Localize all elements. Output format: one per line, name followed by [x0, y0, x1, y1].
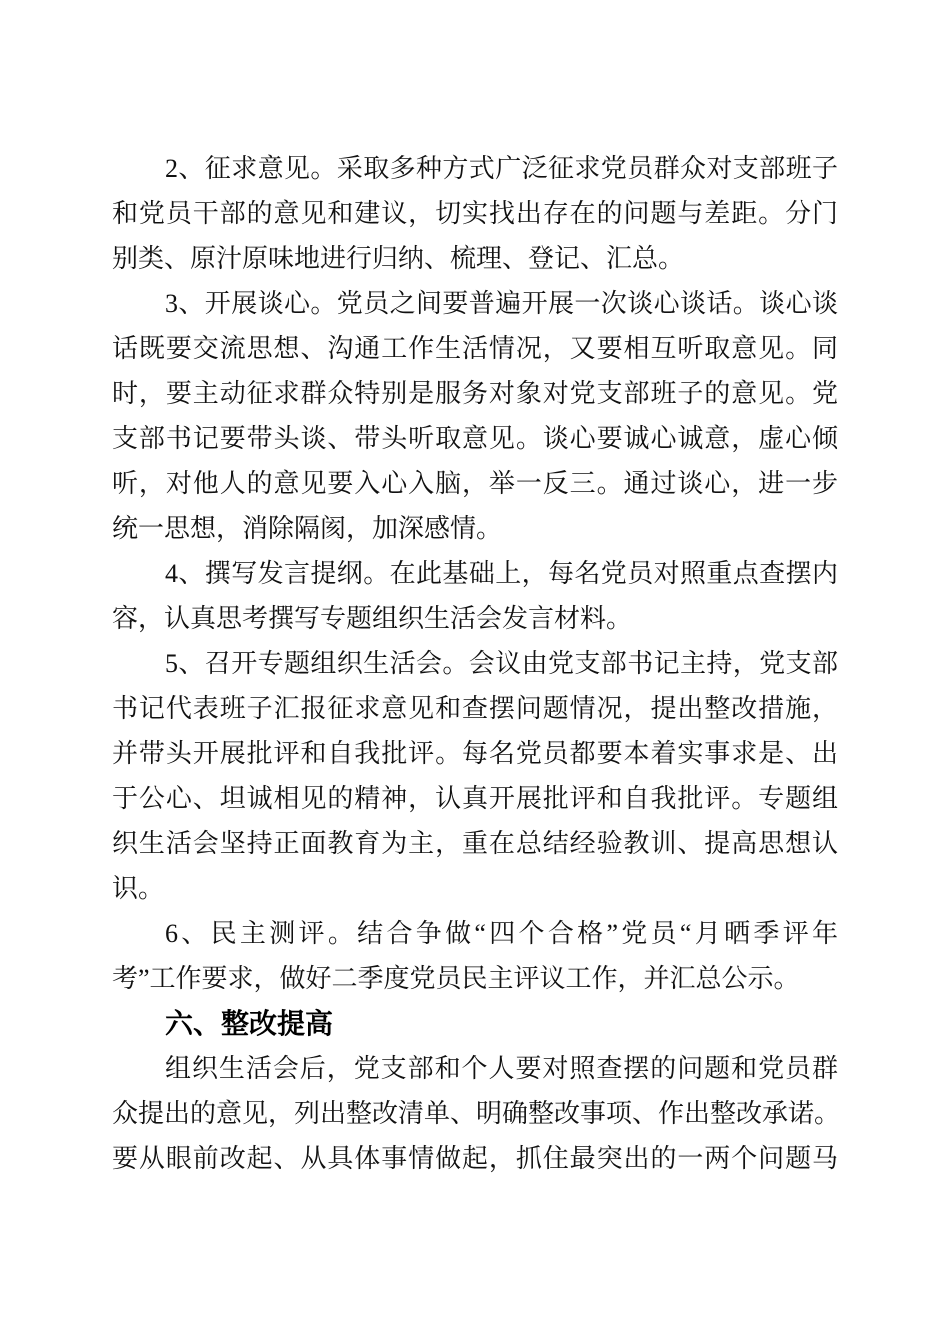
text-line: 和党员干部的意见和建议，切实找出存在的问题与差距。分门 — [112, 199, 838, 228]
text-line: 要从眼前改起、从具体事情做起，抓住最突出的一两个问题马 — [112, 1144, 838, 1173]
text-line: 2、征求意见。采取多种方式广泛征求党员群众对支部班子 — [165, 154, 838, 183]
text-line: 众提出的意见，列出整改清单、明确整改事项、作出整改承诺。 — [112, 1099, 841, 1128]
document-text-block — [112, 146, 841, 1181]
text-line: 话既要交流思想、沟通工作生活情况，又要相互听取意见。同 — [112, 334, 838, 363]
section-heading: 六、整改提高 — [165, 1008, 334, 1039]
text-line: 识。 — [112, 874, 165, 903]
paragraph-heart-to-heart-talks — [112, 281, 838, 551]
text-line: 别类、原汁原味地进行归纳、梳理、登记、汇总。 — [112, 244, 685, 273]
text-line: 统一思想，消除隔阂，加深感情。 — [112, 514, 503, 543]
text-line: 听，对他人的意见要入心入脑，举一反三。通过谈心，进一步 — [112, 469, 838, 498]
text-line: 6、民主测评。结合争做“四个合格”党员“月晒季评年 — [165, 919, 838, 948]
paragraph-write-speech-outline — [112, 551, 838, 641]
text-line: 容，认真思考撰写专题组织生活会发言材料。 — [112, 604, 633, 633]
paragraph-after-meeting-rectification — [112, 1046, 841, 1181]
text-line: 5、召开专题组织生活会。会议由党支部书记主持，党支部 — [165, 649, 838, 678]
text-line: 并带头开展批评和自我批评。每名党员都要本着实事求是、出 — [112, 739, 838, 768]
text-line: 3、开展谈心。党员之间要普遍开展一次谈心谈话。谈心谈 — [165, 289, 838, 318]
paragraph-hold-org-life-meeting — [112, 641, 838, 911]
text-line: 于公心、坦诚相见的精神，认真开展批评和自我批评。专题组 — [112, 784, 838, 813]
paragraph-democratic-evaluation — [112, 911, 838, 1001]
text-line: 支部书记要带头谈、带头听取意见。谈心要诚心诚意，虚心倾 — [112, 424, 838, 453]
text-line: 组织生活会后，党支部和个人要对照查摆的问题和党员群 — [165, 1054, 838, 1083]
text-line: 考”工作要求，做好二季度党员民主评议工作，并汇总公示。 — [112, 964, 800, 993]
section-rectify-and-improve — [112, 1001, 838, 1046]
text-line: 织生活会坚持正面教育为主，重在总结经验教训、提高思想认 — [112, 829, 838, 858]
text-line: 时，要主动征求群众特别是服务对象对党支部班子的意见。党 — [112, 379, 838, 408]
text-line: 书记代表班子汇报征求意见和查摆问题情况，提出整改措施， — [112, 694, 838, 723]
paragraph-solicit-opinions — [112, 146, 838, 281]
text-line: 4、撰写发言提纲。在此基础上，每名党员对照重点查摆内 — [165, 559, 838, 588]
